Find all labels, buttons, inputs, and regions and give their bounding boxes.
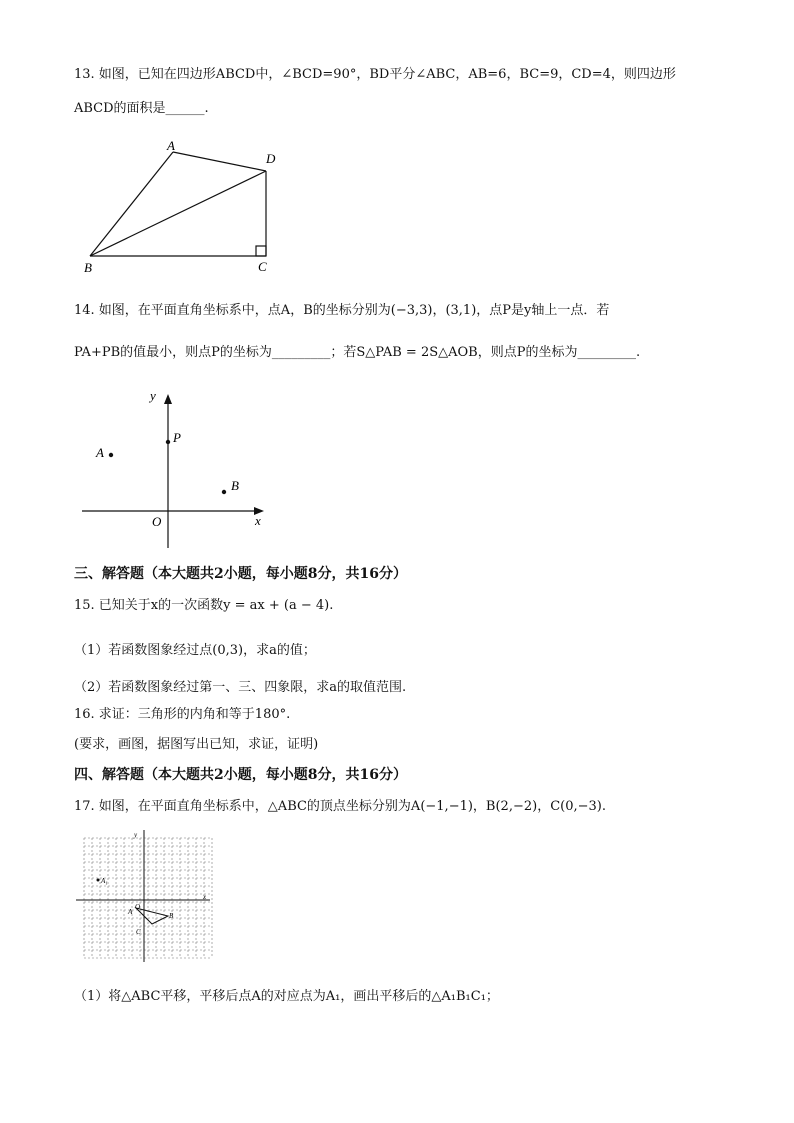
q13-line2: ABCD的面积是______.: [74, 101, 209, 116]
label-C: C: [136, 928, 141, 936]
label-O: O: [152, 514, 162, 529]
diagonal-BD: [90, 171, 266, 256]
section-3-heading: 三、解答题（本大题共2小题，每小题8分，共16分）: [74, 566, 407, 582]
q14-line2: PA+PB的值最小，则点P的坐标为_________；若S△PAB = 2S△AOB，则点P的坐标为_________.: [74, 345, 641, 360]
q13-quadrilateral-figure: [80, 135, 300, 275]
label-A1: A₁: [101, 877, 108, 885]
point-A: [109, 453, 113, 457]
label-B: B: [169, 912, 174, 920]
label-C: C: [258, 259, 267, 274]
edge-AD: [173, 152, 266, 171]
label-x: x: [255, 513, 261, 528]
label-y: y: [150, 388, 156, 403]
label-D: D: [266, 151, 276, 166]
edge-AB: [90, 152, 173, 256]
label-A: A: [128, 908, 133, 916]
point-A1: [97, 879, 100, 882]
label-P: P: [173, 430, 181, 445]
right-angle-mark: [256, 246, 266, 256]
label-x: x: [203, 893, 207, 901]
label-B: B: [84, 260, 92, 275]
q14-coordinate-figure: [80, 388, 280, 553]
q17-stem: 17. 如图，在平面直角坐标系中，△ABC的顶点坐标分别为A(−1,−1)，B(2,−2)，C(0,−3).: [74, 799, 606, 814]
q15-part2: （2）若函数图象经过第一、三、四象限，求a的取值范围.: [74, 680, 407, 695]
label-A: A: [96, 445, 104, 460]
q17-part1: （1）将△ABC平移，平移后点A的对应点为A₁，画出平移后的△A₁B₁C₁；: [74, 989, 499, 1004]
q16-stem: 16. 求证：三角形的内角和等于180°.: [74, 707, 291, 722]
point-P: [166, 440, 170, 444]
y-axis-arrow-icon: [164, 394, 172, 404]
q16-note: (要求，画图，据图写出已知，求证，证明): [74, 737, 319, 752]
q14-line1: 14. 如图，在平面直角坐标系中，点A，B的坐标分别为(−3,3)，(3,1)，点P是y轴上一点．若: [74, 303, 610, 318]
q17-grid-figure: [74, 828, 214, 963]
q15-stem: 15. 已知关于x的一次函数y = ax + (a − 4).: [74, 598, 334, 613]
point-B: [222, 490, 226, 494]
label-B: B: [231, 478, 239, 493]
label-A: A: [167, 138, 175, 153]
triangle-ABC: [136, 908, 168, 924]
q13-line1: 13. 如图，已知在四边形ABCD中，∠BCD=90°，BD平分∠ABC，AB=6，BC=9，CD=4，则四边形: [74, 67, 676, 82]
label-O: O: [135, 903, 141, 911]
label-y: y: [134, 831, 138, 839]
q15-part1: （1）若函数图象经过点(0,3)，求a的值；: [74, 643, 316, 658]
section-4-heading: 四、解答题（本大题共2小题，每小题8分，共16分）: [74, 767, 407, 783]
